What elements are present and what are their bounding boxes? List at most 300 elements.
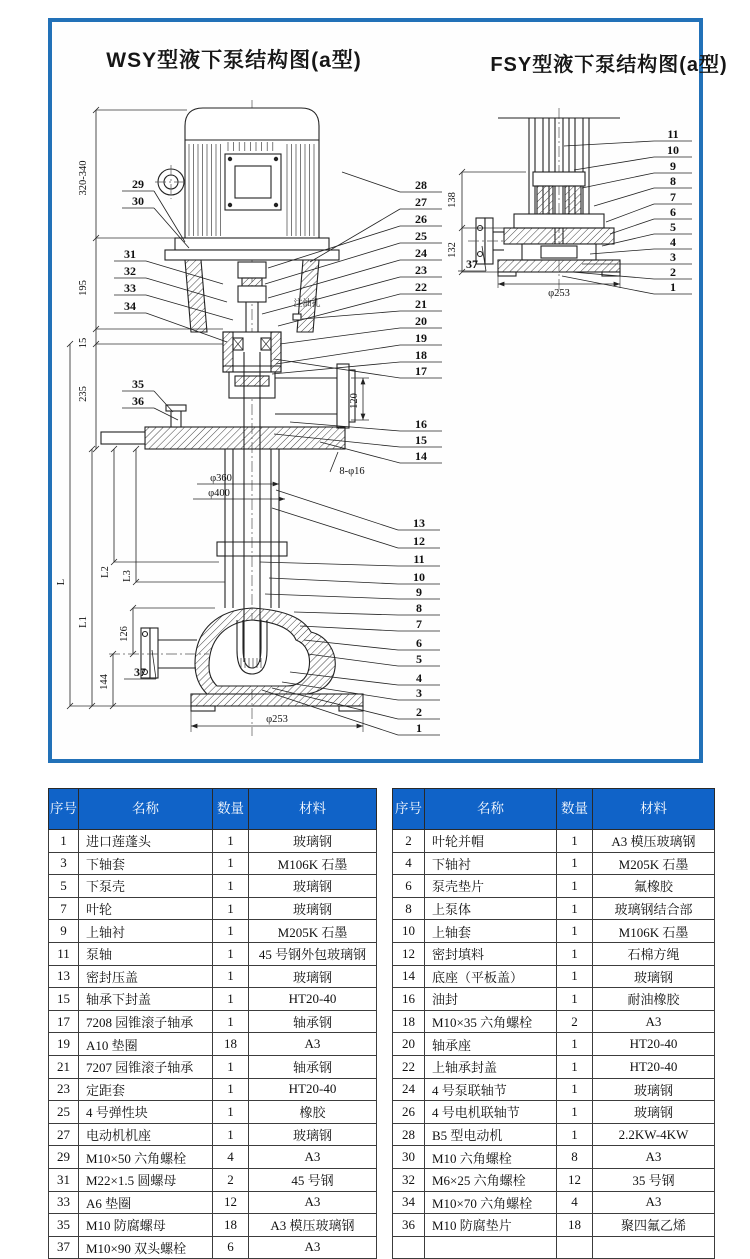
cell: 33 (49, 1191, 79, 1214)
cell: 橡胶 (249, 1101, 377, 1124)
table-row (49, 1236, 377, 1259)
table-row (393, 1123, 715, 1146)
cell: 1 (557, 942, 593, 965)
cell: 9 (49, 920, 79, 943)
callout-37: 37 (466, 257, 478, 271)
table-row (49, 1101, 377, 1124)
cell: 1 (557, 1101, 593, 1124)
cell: 1 (213, 830, 249, 853)
leader (590, 249, 654, 254)
mounting-plate-ext (101, 432, 145, 444)
cell: 6 (213, 1236, 249, 1259)
cell: 玻璃钢 (249, 897, 377, 920)
cell: 轴承钢 (249, 1055, 377, 1078)
table-row (49, 942, 377, 965)
cell: 4 号弹性块 (79, 1101, 213, 1124)
cell: 玻璃钢 (249, 830, 377, 853)
cell: 上泵体 (425, 897, 557, 920)
cell: 上轴套 (425, 920, 557, 943)
cell: 45 号钢 (249, 1168, 377, 1191)
cell: 密封压盖 (79, 965, 213, 988)
cell: 25 (49, 1101, 79, 1124)
cell: 45 号钢外包玻璃钢 (249, 942, 377, 965)
table-row (393, 852, 715, 875)
leader (606, 204, 654, 222)
cell: 16 (393, 988, 425, 1011)
cell: A3 (593, 1146, 715, 1169)
packing (235, 376, 269, 386)
leader (574, 157, 654, 170)
cell: 1 (557, 830, 593, 853)
cell: 35 号钢 (593, 1168, 715, 1191)
column-header: 名称 (425, 789, 557, 830)
cell: 18 (393, 1010, 425, 1033)
cell: 1 (213, 942, 249, 965)
cell: 1 (557, 1123, 593, 1146)
table-row (49, 1168, 377, 1191)
cell: 1 (557, 1078, 593, 1101)
cell: 8 (393, 897, 425, 920)
cell: M22×1.5 圆螺母 (79, 1168, 213, 1191)
callout-7: 7 (670, 190, 676, 204)
callout-12: 12 (413, 534, 425, 548)
diagram-frame (48, 18, 728, 763)
drawing-shape (330, 452, 338, 472)
parts-table-right (392, 788, 715, 1259)
table-row (393, 1055, 715, 1078)
drawing-shape (150, 628, 158, 678)
dim-label: L1 (78, 616, 89, 628)
callout-13: 13 (413, 516, 425, 530)
callout-1: 1 (670, 280, 676, 294)
cell: A3 (249, 1236, 377, 1259)
cell: 上轴衬 (79, 920, 213, 943)
callout-20: 20 (415, 314, 427, 328)
table-row (393, 920, 715, 943)
cell: 24 (393, 1078, 425, 1101)
cell: 叶轮并帽 (425, 830, 557, 853)
table-row (393, 875, 715, 898)
leader (265, 594, 398, 599)
callout-15: 15 (415, 433, 427, 447)
cell: 1 (213, 1055, 249, 1078)
table-row (393, 1191, 715, 1214)
foot (339, 706, 363, 711)
cell (557, 1236, 593, 1259)
callout-18: 18 (415, 348, 427, 362)
cell: M6×25 六角螺栓 (425, 1168, 557, 1191)
table-row (393, 1168, 715, 1191)
cell: M106K 石墨 (249, 852, 377, 875)
cell: 2.2KW-4KW (593, 1123, 715, 1146)
cell: M205K 石墨 (593, 852, 715, 875)
leader (594, 188, 654, 206)
cell: 3 (49, 852, 79, 875)
dim-label: 8-φ16 (339, 466, 365, 477)
foot (191, 706, 215, 711)
cell: 轴承钢 (249, 1010, 377, 1033)
table-row (393, 1101, 715, 1124)
elastic-block (242, 278, 262, 286)
cell: 1 (557, 1055, 593, 1078)
cell: 11 (49, 942, 79, 965)
table-row (393, 830, 715, 853)
callout-34: 34 (124, 299, 136, 313)
dim-label: L (56, 578, 67, 586)
cell: 电动机机座 (79, 1123, 213, 1146)
cell: 1 (213, 875, 249, 898)
cell: 6 (393, 875, 425, 898)
callout-23: 23 (415, 263, 427, 277)
leader (268, 260, 400, 298)
table-row (49, 1010, 377, 1033)
pump-structure-drawing (52, 22, 699, 759)
cell: 轴承下封盖 (79, 988, 213, 1011)
stand-column (185, 260, 207, 332)
cell: 15 (49, 988, 79, 1011)
header-row (49, 789, 377, 830)
dim-label: 15 (78, 337, 89, 349)
cell: 玻璃钢 (249, 1123, 377, 1146)
callout-10: 10 (667, 143, 679, 157)
leader (562, 276, 654, 294)
callout-6: 6 (670, 205, 676, 219)
motor-foot (175, 238, 329, 250)
cell: 聚四氟乙烯 (593, 1214, 715, 1237)
leader (300, 626, 398, 631)
leader (564, 141, 654, 146)
cell: 19 (49, 1033, 79, 1056)
cell: 叶轮 (79, 897, 213, 920)
cell: 1 (213, 1101, 249, 1124)
cell: 17 (49, 1010, 79, 1033)
leader (269, 578, 398, 584)
cell: 10 (393, 920, 425, 943)
table-row (49, 875, 377, 898)
nameplate-bolt (274, 157, 278, 161)
table-row (393, 897, 715, 920)
column-joint (217, 542, 225, 556)
callout-7: 7 (416, 617, 422, 631)
cell: 37 (49, 1236, 79, 1259)
table-row (393, 965, 715, 988)
dim-label: φ253 (266, 714, 288, 725)
cell: 1 (557, 1033, 593, 1056)
cell: 下轴套 (79, 852, 213, 875)
cell: M10 防腐螺母 (79, 1214, 213, 1237)
leader (272, 508, 398, 548)
callout-27: 27 (415, 195, 427, 209)
pump-coupling (238, 286, 266, 302)
callout-1: 1 (416, 721, 422, 735)
leader (310, 209, 400, 262)
cell: 7 (49, 897, 79, 920)
callout-10: 10 (413, 570, 425, 584)
cell: 玻璃钢 (593, 965, 715, 988)
callout-5: 5 (416, 652, 422, 666)
cell: 12 (557, 1168, 593, 1191)
leader (582, 173, 654, 188)
callout-29: 29 (132, 177, 144, 191)
nameplate-bolt (228, 203, 232, 207)
leader (276, 490, 398, 530)
fsy-base (498, 260, 620, 272)
table-row (49, 1146, 377, 1169)
table-row (49, 1078, 377, 1101)
dim-label: 132 (447, 242, 458, 258)
callout-30: 30 (132, 194, 144, 208)
fsy-flange (504, 228, 614, 244)
leader (154, 208, 189, 248)
cell: 31 (49, 1168, 79, 1191)
callout-9: 9 (670, 159, 676, 173)
cell: 密封填料 (425, 942, 557, 965)
fsy-foot (498, 272, 516, 276)
header-row (393, 789, 715, 830)
nameplate-bolt (228, 157, 232, 161)
cell: 1 (213, 1078, 249, 1101)
leader (294, 612, 398, 615)
drawing-shape (537, 186, 553, 214)
cell: 玻璃钢 (593, 1078, 715, 1101)
cell: A3 模压玻璃钢 (249, 1214, 377, 1237)
callout-3: 3 (416, 686, 422, 700)
table-row (393, 1146, 715, 1169)
cell: 2 (557, 1010, 593, 1033)
callout-26: 26 (415, 212, 427, 226)
column-header: 数量 (557, 789, 593, 830)
cell (425, 1236, 557, 1259)
cell: 26 (393, 1101, 425, 1124)
nameplate-bolt (274, 203, 278, 207)
dim-label: 235 (78, 386, 89, 402)
dim-label: 138 (447, 192, 458, 208)
cell: 23 (49, 1078, 79, 1101)
cell: 18 (213, 1214, 249, 1237)
cell: 36 (393, 1214, 425, 1237)
cell: 泵轴 (79, 942, 213, 965)
cell: 14 (393, 965, 425, 988)
dim-label: φ360 (210, 473, 232, 484)
cell: HT20-40 (593, 1055, 715, 1078)
cell: 1 (557, 897, 593, 920)
drawing-shape (565, 186, 581, 214)
drawing-shape (541, 246, 577, 258)
leader (154, 391, 173, 412)
table-row (49, 1055, 377, 1078)
cell: 1 (213, 988, 249, 1011)
table-row (393, 1033, 715, 1056)
cell: 1 (557, 988, 593, 1011)
cell: A3 (249, 1033, 377, 1056)
table-row (49, 988, 377, 1011)
table-row (393, 1010, 715, 1033)
table-row (393, 1236, 715, 1259)
cell: 1 (49, 830, 79, 853)
leader (262, 277, 400, 314)
callout-6: 6 (416, 636, 422, 650)
cell: 27 (49, 1123, 79, 1146)
cell: 进口莲蓬头 (79, 830, 213, 853)
column-joint (279, 542, 287, 556)
fsy-body-top (514, 214, 604, 228)
fsy-title: FSY型液下泵结构图(a型) (490, 54, 728, 76)
cell: 2 (213, 1168, 249, 1191)
callout-2: 2 (670, 265, 676, 279)
cell: 1 (213, 965, 249, 988)
dim-label: φ400 (208, 488, 230, 499)
parts-table-left (48, 788, 377, 1259)
cell: 22 (393, 1055, 425, 1078)
cell: 18 (213, 1033, 249, 1056)
cell: 28 (393, 1123, 425, 1146)
cell: M10×50 六角螺栓 (79, 1146, 213, 1169)
table-row (393, 942, 715, 965)
cell: 1 (557, 965, 593, 988)
cell: A10 垫圈 (79, 1033, 213, 1056)
callout-14: 14 (415, 449, 427, 463)
cell: 30 (393, 1146, 425, 1169)
callout-11: 11 (413, 552, 425, 566)
callout-2: 2 (416, 705, 422, 719)
cell: M10 防腐垫片 (425, 1214, 557, 1237)
dim-label: L2 (100, 566, 111, 578)
callout-16: 16 (415, 417, 427, 431)
cell: 18 (557, 1214, 593, 1237)
cell: 21 (49, 1055, 79, 1078)
callout-4: 4 (416, 671, 422, 685)
cell: 下轴衬 (425, 852, 557, 875)
cell: 上轴承封盖 (425, 1055, 557, 1078)
table-row (49, 1214, 377, 1237)
callout-28: 28 (415, 178, 427, 192)
motor-nameplate (225, 154, 281, 210)
cell: 1 (557, 920, 593, 943)
cell: 4 (213, 1146, 249, 1169)
cell: M10×35 六角螺栓 (425, 1010, 557, 1033)
table-row (49, 897, 377, 920)
dim-label: 144 (99, 674, 110, 690)
callout-32: 32 (124, 264, 136, 278)
cell: HT20-40 (249, 988, 377, 1011)
leader (320, 442, 400, 463)
cell: 13 (49, 965, 79, 988)
callout-9: 9 (416, 585, 422, 599)
cell: 4 (393, 852, 425, 875)
cell: B5 型电动机 (425, 1123, 557, 1146)
wsy-title: WSY型液下泵结构图(a型) (106, 49, 362, 72)
callout-25: 25 (415, 229, 427, 243)
cell: 石棉方绳 (593, 942, 715, 965)
leader (146, 261, 223, 284)
cell: A3 (593, 1191, 715, 1214)
table-row (49, 965, 377, 988)
cell: 34 (393, 1191, 425, 1214)
cell: A3 (249, 1191, 377, 1214)
cell: M10×90 双头螺栓 (79, 1236, 213, 1259)
cell: 耐油橡胶 (593, 988, 715, 1011)
table-row (49, 1191, 377, 1214)
callout-3: 3 (670, 250, 676, 264)
callout-5: 5 (670, 220, 676, 234)
callout-8: 8 (670, 174, 676, 188)
cell: 玻璃钢结合部 (593, 897, 715, 920)
stand-top-plate (165, 250, 339, 260)
cell: 8 (557, 1146, 593, 1169)
leader (610, 219, 654, 234)
cell: 35 (49, 1214, 79, 1237)
cell: 12 (213, 1191, 249, 1214)
cell: 1 (213, 1123, 249, 1146)
cell: 玻璃钢 (249, 965, 377, 988)
leader (342, 172, 400, 192)
callout-31: 31 (124, 247, 136, 261)
table-row (49, 1123, 377, 1146)
discharge-flange (337, 364, 349, 428)
callout-36: 36 (132, 394, 144, 408)
leader (260, 562, 398, 566)
cell: 油封 (425, 988, 557, 1011)
cell: A3 模压玻璃钢 (593, 830, 715, 853)
leader (302, 311, 400, 319)
cell (393, 1236, 425, 1259)
table-row (49, 830, 377, 853)
cell: 1 (557, 852, 593, 875)
cell: 下泵壳 (79, 875, 213, 898)
cell: 底座（平板盖） (425, 965, 557, 988)
cell: HT20-40 (593, 1033, 715, 1056)
cell: A3 (249, 1146, 377, 1169)
cell: 2 (393, 830, 425, 853)
cell: 12 (393, 942, 425, 965)
cell: 1 (557, 875, 593, 898)
cell: 4 (557, 1191, 593, 1214)
dim-label: 120 (349, 393, 360, 409)
cell: 7207 园锥滚子轴承 (79, 1055, 213, 1078)
cell: M106K 石墨 (593, 920, 715, 943)
cell: 氟橡胶 (593, 875, 715, 898)
column-header: 数量 (213, 789, 249, 830)
table-row (393, 1078, 715, 1101)
cell: 轴承座 (425, 1033, 557, 1056)
dim-label: L3 (122, 570, 133, 582)
dim-label: 注油孔 (293, 298, 321, 308)
cell: 5 (49, 875, 79, 898)
callout-33: 33 (124, 281, 136, 295)
callout-19: 19 (415, 331, 427, 345)
cell: M205K 石墨 (249, 920, 377, 943)
fsy-gland (533, 172, 585, 186)
cell: M10 六角螺栓 (425, 1146, 557, 1169)
cell: 7208 园锥滚子轴承 (79, 1010, 213, 1033)
cell (593, 1236, 715, 1259)
callout-17: 17 (415, 364, 427, 378)
parts-table-left-wrap (48, 788, 377, 1259)
column-header: 材料 (249, 789, 377, 830)
cell: 20 (393, 1033, 425, 1056)
leader (154, 191, 185, 242)
motor-coupling (238, 262, 266, 278)
callout-4: 4 (670, 235, 676, 249)
dim-label: 320-340 (78, 160, 89, 196)
table-row (49, 920, 377, 943)
dim-label: 195 (78, 280, 89, 296)
table-row (393, 1214, 715, 1237)
cell: 29 (49, 1146, 79, 1169)
callout-8: 8 (416, 601, 422, 615)
callout-11: 11 (667, 127, 679, 141)
callout-35: 35 (132, 377, 144, 391)
